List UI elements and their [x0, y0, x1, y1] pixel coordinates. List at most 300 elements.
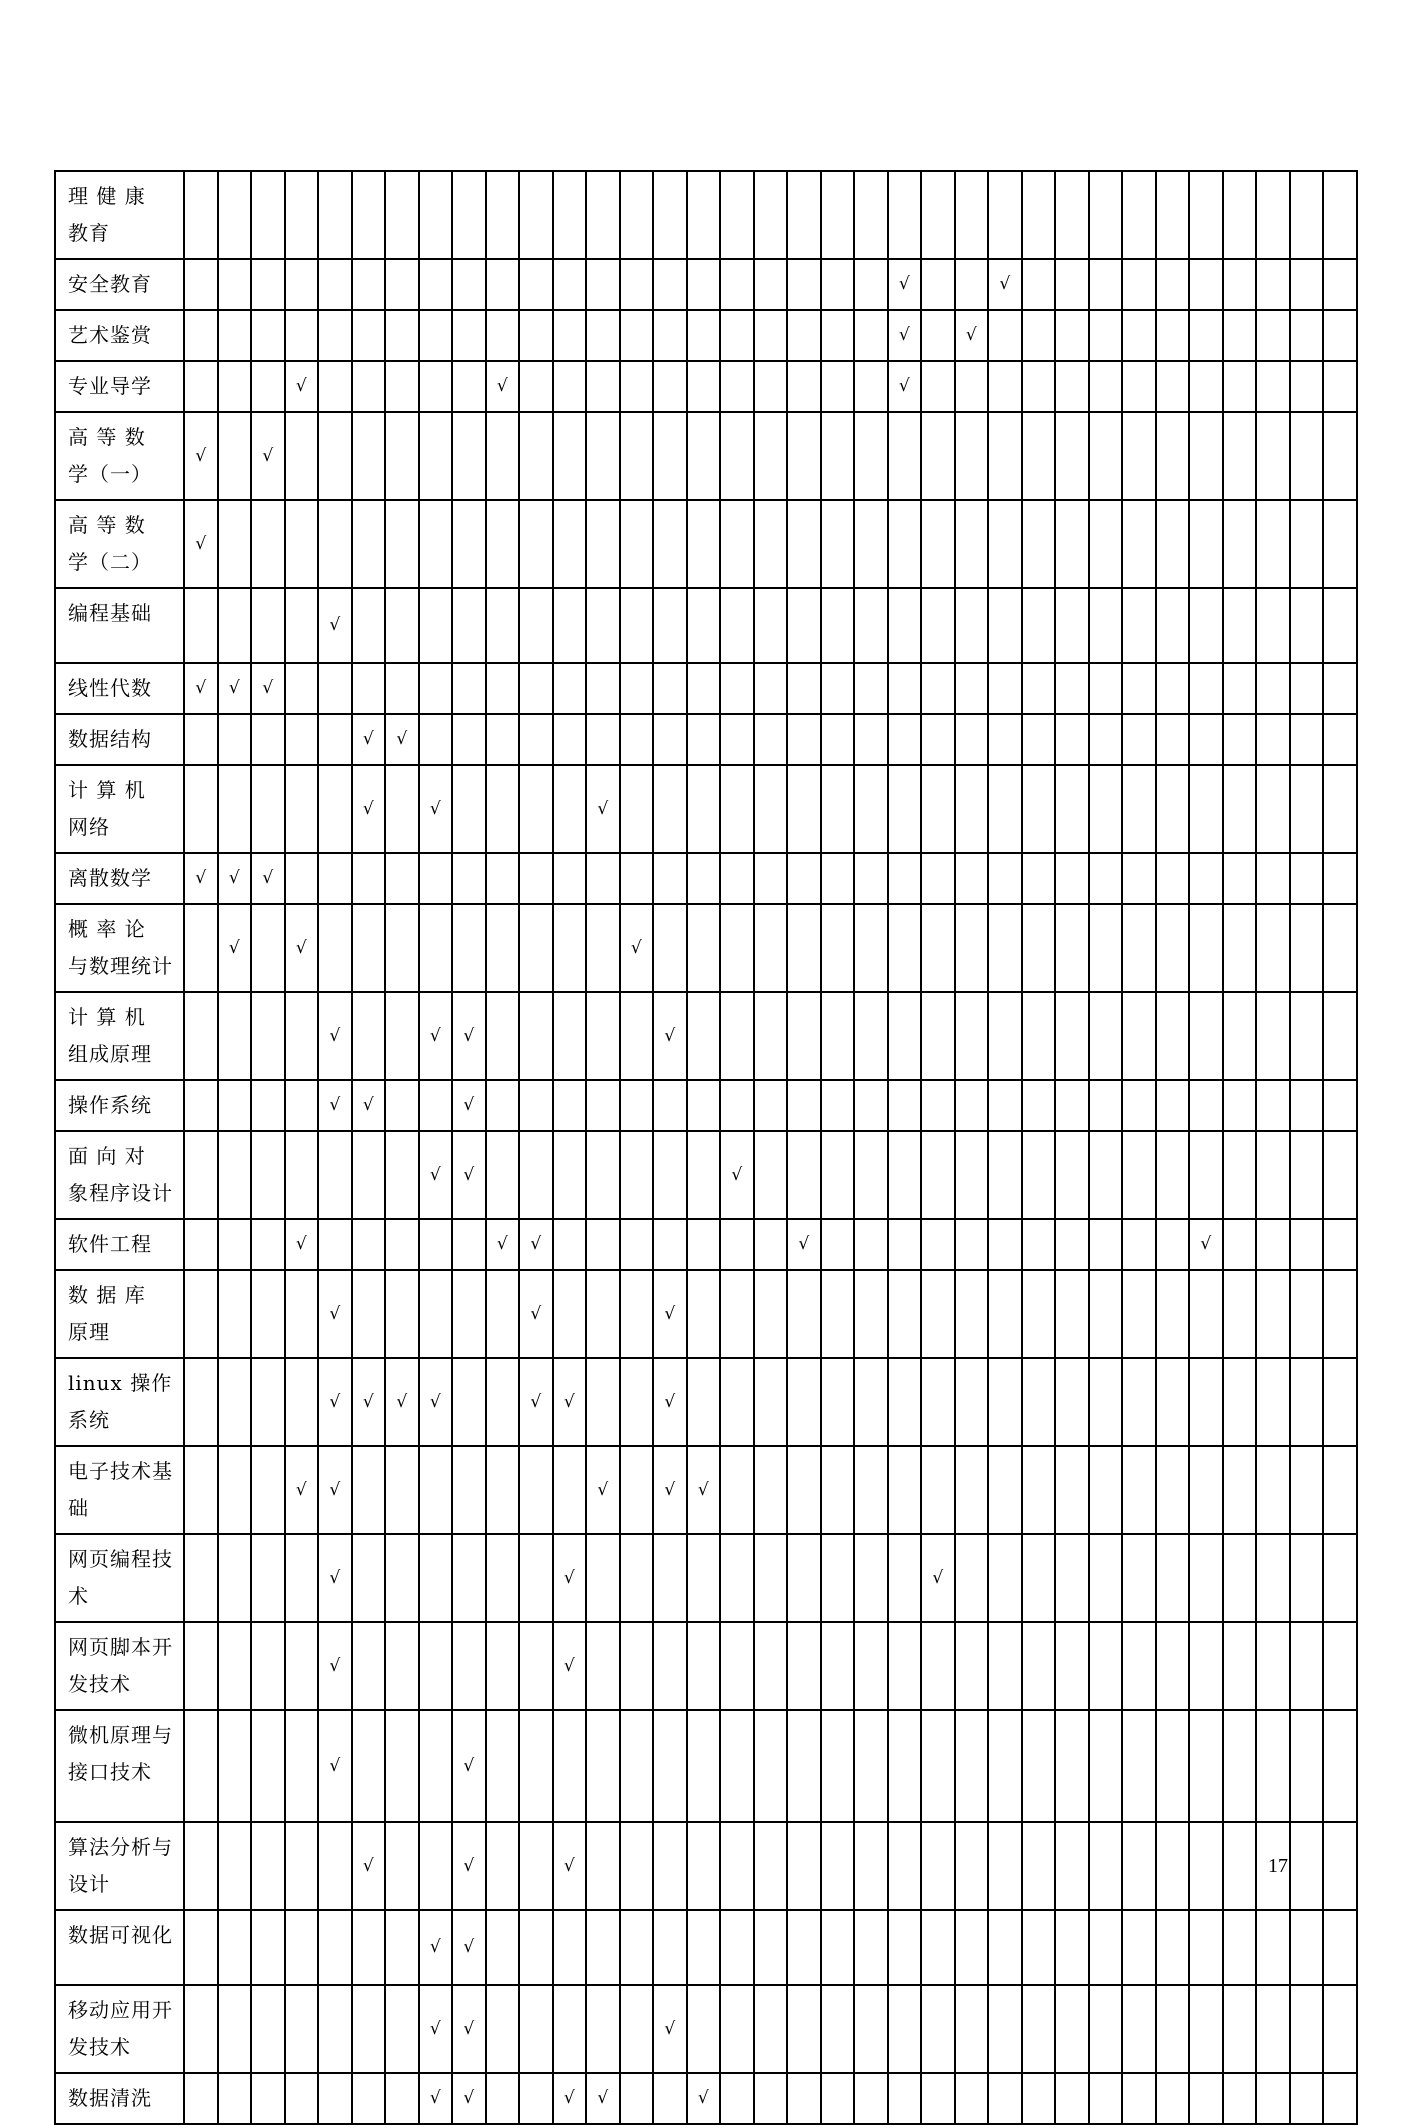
empty-cell — [1290, 1822, 1324, 1910]
empty-cell — [1256, 1534, 1290, 1622]
empty-cell — [218, 1446, 252, 1534]
empty-cell — [687, 1910, 721, 1985]
empty-cell — [553, 904, 587, 992]
empty-cell — [553, 992, 587, 1080]
empty-cell — [385, 1131, 419, 1219]
empty-cell — [854, 1446, 888, 1534]
empty-cell — [486, 412, 520, 500]
table-row — [55, 1985, 1357, 2073]
empty-cell — [888, 1710, 922, 1822]
empty-cell — [854, 2073, 888, 2124]
empty-cell — [888, 500, 922, 588]
table-row — [55, 412, 1357, 500]
empty-cell — [1256, 500, 1290, 588]
empty-cell — [754, 412, 788, 500]
empty-cell — [653, 310, 687, 361]
table-row — [55, 1822, 1357, 1910]
empty-cell — [821, 2073, 855, 2124]
empty-cell — [1156, 361, 1190, 412]
empty-cell — [285, 1358, 319, 1446]
empty-cell — [1290, 259, 1324, 310]
empty-cell — [955, 992, 989, 1080]
empty-cell — [921, 1710, 955, 1822]
empty-cell — [385, 1822, 419, 1910]
empty-cell — [720, 1910, 754, 1985]
empty-cell — [1156, 259, 1190, 310]
empty-cell — [888, 412, 922, 500]
course-name-cell: 电子技术基础 — [55, 1446, 184, 1534]
empty-cell — [955, 1131, 989, 1219]
empty-cell — [251, 1710, 285, 1822]
empty-cell — [854, 500, 888, 588]
empty-cell — [318, 1219, 352, 1270]
empty-cell — [1323, 259, 1357, 310]
empty-cell — [1122, 2073, 1156, 2124]
check-mark-cell: √ — [452, 1710, 486, 1822]
empty-cell — [687, 259, 721, 310]
course-name-cell: 网页脚本开发技术 — [55, 1622, 184, 1710]
empty-cell — [888, 1358, 922, 1446]
empty-cell — [352, 992, 386, 1080]
empty-cell — [385, 765, 419, 853]
empty-cell — [1089, 663, 1123, 714]
empty-cell — [251, 500, 285, 588]
empty-cell — [586, 412, 620, 500]
empty-cell — [687, 714, 721, 765]
empty-cell — [1055, 765, 1089, 853]
empty-cell — [1290, 1910, 1324, 1985]
empty-cell — [787, 663, 821, 714]
empty-cell — [888, 1985, 922, 2073]
check-mark-cell: √ — [218, 853, 252, 904]
empty-cell — [1256, 1358, 1290, 1446]
empty-cell — [218, 310, 252, 361]
table-row — [55, 588, 1357, 663]
empty-cell — [620, 1219, 654, 1270]
check-mark-cell: √ — [553, 2073, 587, 2124]
empty-cell — [519, 1822, 553, 1910]
empty-cell — [1089, 171, 1123, 259]
empty-cell — [1055, 1131, 1089, 1219]
empty-cell — [754, 361, 788, 412]
empty-cell — [1055, 1985, 1089, 2073]
empty-cell — [1122, 1710, 1156, 1822]
empty-cell — [553, 1270, 587, 1358]
empty-cell — [988, 171, 1022, 259]
empty-cell — [821, 1910, 855, 1985]
empty-cell — [787, 853, 821, 904]
empty-cell — [1022, 412, 1056, 500]
empty-cell — [653, 500, 687, 588]
empty-cell — [720, 1534, 754, 1622]
empty-cell — [854, 1822, 888, 1910]
empty-cell — [285, 412, 319, 500]
table-row — [55, 904, 1357, 992]
empty-cell — [486, 588, 520, 663]
empty-cell — [821, 412, 855, 500]
empty-cell — [218, 259, 252, 310]
empty-cell — [184, 904, 218, 992]
empty-cell — [1256, 2073, 1290, 2124]
empty-cell — [553, 361, 587, 412]
empty-cell — [452, 1622, 486, 1710]
empty-cell — [251, 310, 285, 361]
check-mark-cell: √ — [419, 2073, 453, 2124]
check-mark-cell: √ — [385, 714, 419, 765]
empty-cell — [653, 853, 687, 904]
empty-cell — [452, 853, 486, 904]
empty-cell — [620, 714, 654, 765]
empty-cell — [821, 853, 855, 904]
empty-cell — [1290, 1080, 1324, 1131]
empty-cell — [553, 412, 587, 500]
empty-cell — [352, 1270, 386, 1358]
empty-cell — [720, 500, 754, 588]
empty-cell — [653, 1219, 687, 1270]
empty-cell — [787, 171, 821, 259]
empty-cell — [720, 1622, 754, 1710]
empty-cell — [620, 310, 654, 361]
empty-cell — [1189, 992, 1223, 1080]
empty-cell — [1256, 663, 1290, 714]
empty-cell — [1256, 171, 1290, 259]
check-mark-cell: √ — [553, 1534, 587, 1622]
empty-cell — [720, 1822, 754, 1910]
empty-cell — [1122, 361, 1156, 412]
empty-cell — [720, 412, 754, 500]
table-row — [55, 361, 1357, 412]
empty-cell — [1189, 1910, 1223, 1985]
empty-cell — [754, 1534, 788, 1622]
empty-cell — [955, 765, 989, 853]
empty-cell — [687, 1985, 721, 2073]
empty-cell — [318, 1985, 352, 2073]
empty-cell — [921, 259, 955, 310]
empty-cell — [1223, 992, 1257, 1080]
empty-cell — [1323, 1219, 1357, 1270]
empty-cell — [821, 310, 855, 361]
empty-cell — [921, 904, 955, 992]
empty-cell — [1223, 714, 1257, 765]
empty-cell — [586, 310, 620, 361]
empty-cell — [486, 1822, 520, 1910]
empty-cell — [586, 853, 620, 904]
empty-cell — [921, 992, 955, 1080]
empty-cell — [1156, 412, 1190, 500]
check-mark-cell: √ — [352, 765, 386, 853]
empty-cell — [419, 310, 453, 361]
empty-cell — [218, 1985, 252, 2073]
empty-cell — [486, 714, 520, 765]
check-mark-cell: √ — [519, 1219, 553, 1270]
empty-cell — [519, 765, 553, 853]
table-row — [55, 714, 1357, 765]
check-mark-cell: √ — [318, 992, 352, 1080]
table-row — [55, 2073, 1357, 2124]
empty-cell — [586, 500, 620, 588]
empty-cell — [1323, 1446, 1357, 1534]
empty-cell — [586, 361, 620, 412]
empty-cell — [1223, 1710, 1257, 1822]
empty-cell — [620, 2073, 654, 2124]
empty-cell — [385, 853, 419, 904]
check-mark-cell: √ — [452, 992, 486, 1080]
empty-cell — [653, 663, 687, 714]
empty-cell — [318, 500, 352, 588]
empty-cell — [988, 1270, 1022, 1358]
table-row — [55, 1358, 1357, 1446]
empty-cell — [1089, 714, 1123, 765]
empty-cell — [955, 171, 989, 259]
empty-cell — [519, 361, 553, 412]
empty-cell — [1223, 1131, 1257, 1219]
empty-cell — [1223, 310, 1257, 361]
empty-cell — [385, 663, 419, 714]
empty-cell — [285, 1985, 319, 2073]
empty-cell — [787, 1270, 821, 1358]
empty-cell — [620, 1710, 654, 1822]
empty-cell — [821, 1985, 855, 2073]
empty-cell — [1089, 853, 1123, 904]
empty-cell — [285, 853, 319, 904]
empty-cell — [1290, 500, 1324, 588]
empty-cell — [955, 1080, 989, 1131]
empty-cell — [620, 663, 654, 714]
empty-cell — [1223, 1358, 1257, 1446]
empty-cell — [620, 1446, 654, 1534]
check-mark-cell: √ — [318, 1080, 352, 1131]
empty-cell — [586, 1534, 620, 1622]
course-name-cell: 安全教育 — [55, 259, 184, 310]
empty-cell — [553, 663, 587, 714]
empty-cell — [251, 904, 285, 992]
empty-cell — [1156, 853, 1190, 904]
check-mark-cell: √ — [553, 1622, 587, 1710]
empty-cell — [1022, 2073, 1056, 2124]
empty-cell — [620, 992, 654, 1080]
empty-cell — [1055, 588, 1089, 663]
empty-cell — [1256, 1910, 1290, 1985]
empty-cell — [1256, 1131, 1290, 1219]
empty-cell — [1323, 992, 1357, 1080]
empty-cell — [620, 588, 654, 663]
empty-cell — [1189, 500, 1223, 588]
check-mark-cell: √ — [452, 1910, 486, 1985]
empty-cell — [519, 714, 553, 765]
empty-cell — [1189, 1985, 1223, 2073]
empty-cell — [586, 1822, 620, 1910]
empty-cell — [1189, 1446, 1223, 1534]
empty-cell — [821, 1822, 855, 1910]
check-mark-cell: √ — [653, 1270, 687, 1358]
empty-cell — [1089, 2073, 1123, 2124]
empty-cell — [1022, 853, 1056, 904]
empty-cell — [452, 1358, 486, 1446]
empty-cell — [620, 1822, 654, 1910]
empty-cell — [1256, 310, 1290, 361]
empty-cell — [285, 765, 319, 853]
empty-cell — [486, 1131, 520, 1219]
empty-cell — [787, 1985, 821, 2073]
empty-cell — [586, 1270, 620, 1358]
empty-cell — [754, 500, 788, 588]
check-mark-cell: √ — [318, 588, 352, 663]
empty-cell — [1290, 1219, 1324, 1270]
empty-cell — [888, 1622, 922, 1710]
empty-cell — [1055, 1358, 1089, 1446]
empty-cell — [754, 1270, 788, 1358]
empty-cell — [452, 361, 486, 412]
empty-cell — [888, 1219, 922, 1270]
empty-cell — [821, 171, 855, 259]
empty-cell — [1290, 904, 1324, 992]
empty-cell — [318, 171, 352, 259]
empty-cell — [1189, 1710, 1223, 1822]
empty-cell — [1022, 1822, 1056, 1910]
empty-cell — [988, 992, 1022, 1080]
empty-cell — [385, 1622, 419, 1710]
empty-cell — [1290, 1131, 1324, 1219]
empty-cell — [1055, 259, 1089, 310]
empty-cell — [519, 1622, 553, 1710]
empty-cell — [687, 853, 721, 904]
empty-cell — [1223, 2073, 1257, 2124]
empty-cell — [955, 1910, 989, 1985]
empty-cell — [787, 904, 821, 992]
empty-cell — [821, 588, 855, 663]
empty-cell — [720, 310, 754, 361]
check-mark-cell: √ — [318, 1446, 352, 1534]
empty-cell — [821, 1534, 855, 1622]
empty-cell — [821, 1219, 855, 1270]
empty-cell — [754, 1358, 788, 1446]
empty-cell — [787, 2073, 821, 2124]
empty-cell — [1022, 1710, 1056, 1822]
empty-cell — [1022, 588, 1056, 663]
empty-cell — [821, 765, 855, 853]
empty-cell — [486, 310, 520, 361]
check-mark-cell: √ — [184, 500, 218, 588]
empty-cell — [720, 904, 754, 992]
empty-cell — [218, 1534, 252, 1622]
empty-cell — [1223, 1219, 1257, 1270]
empty-cell — [385, 412, 419, 500]
empty-cell — [687, 1822, 721, 1910]
empty-cell — [988, 1534, 1022, 1622]
empty-cell — [955, 1219, 989, 1270]
empty-cell — [1156, 1710, 1190, 1822]
empty-cell — [888, 1446, 922, 1534]
empty-cell — [1290, 663, 1324, 714]
empty-cell — [586, 1985, 620, 2073]
empty-cell — [1122, 1270, 1156, 1358]
empty-cell — [888, 1534, 922, 1622]
check-mark-cell: √ — [318, 1270, 352, 1358]
page-number: 17 — [1268, 1855, 1288, 1877]
empty-cell — [419, 1270, 453, 1358]
empty-cell — [1223, 1910, 1257, 1985]
check-mark-cell: √ — [352, 714, 386, 765]
empty-cell — [452, 412, 486, 500]
empty-cell — [988, 1622, 1022, 1710]
check-mark-cell: √ — [251, 853, 285, 904]
empty-cell — [385, 1985, 419, 2073]
empty-cell — [553, 1131, 587, 1219]
empty-cell — [921, 1985, 955, 2073]
empty-cell — [1256, 714, 1290, 765]
check-mark-cell: √ — [452, 1985, 486, 2073]
empty-cell — [486, 1358, 520, 1446]
empty-cell — [385, 361, 419, 412]
empty-cell — [352, 904, 386, 992]
empty-cell — [1290, 1534, 1324, 1622]
check-mark-cell: √ — [955, 310, 989, 361]
empty-cell — [519, 1131, 553, 1219]
empty-cell — [1022, 1534, 1056, 1622]
empty-cell — [385, 500, 419, 588]
empty-cell — [1022, 663, 1056, 714]
empty-cell — [1323, 663, 1357, 714]
empty-cell — [1189, 714, 1223, 765]
empty-cell — [452, 500, 486, 588]
table-row — [55, 171, 1357, 259]
empty-cell — [385, 310, 419, 361]
empty-cell — [888, 2073, 922, 2124]
empty-cell — [854, 412, 888, 500]
empty-cell — [486, 1080, 520, 1131]
empty-cell — [519, 1534, 553, 1622]
empty-cell — [285, 992, 319, 1080]
empty-cell — [754, 1910, 788, 1985]
empty-cell — [720, 1270, 754, 1358]
check-mark-cell: √ — [988, 259, 1022, 310]
empty-cell — [1022, 1131, 1056, 1219]
empty-cell — [955, 1622, 989, 1710]
empty-cell — [754, 588, 788, 663]
check-mark-cell: √ — [888, 259, 922, 310]
empty-cell — [553, 171, 587, 259]
empty-cell — [720, 992, 754, 1080]
empty-cell — [251, 588, 285, 663]
empty-cell — [385, 1219, 419, 1270]
empty-cell — [787, 1534, 821, 1622]
empty-cell — [184, 588, 218, 663]
empty-cell — [419, 904, 453, 992]
empty-cell — [586, 1131, 620, 1219]
check-mark-cell: √ — [452, 2073, 486, 2124]
empty-cell — [184, 1910, 218, 1985]
empty-cell — [1256, 1270, 1290, 1358]
empty-cell — [854, 1710, 888, 1822]
course-name-cell: 离散数学 — [55, 853, 184, 904]
empty-cell — [921, 412, 955, 500]
empty-cell — [385, 992, 419, 1080]
empty-cell — [854, 714, 888, 765]
empty-cell — [1189, 663, 1223, 714]
check-mark-cell: √ — [285, 1219, 319, 1270]
empty-cell — [1089, 259, 1123, 310]
empty-cell — [620, 1358, 654, 1446]
empty-cell — [620, 853, 654, 904]
empty-cell — [1156, 765, 1190, 853]
check-mark-cell: √ — [586, 2073, 620, 2124]
empty-cell — [318, 714, 352, 765]
empty-cell — [419, 1534, 453, 1622]
empty-cell — [1256, 765, 1290, 853]
empty-cell — [955, 1985, 989, 2073]
course-name-cell: 概 率 论 与数理统计 — [55, 904, 184, 992]
empty-cell — [620, 1534, 654, 1622]
